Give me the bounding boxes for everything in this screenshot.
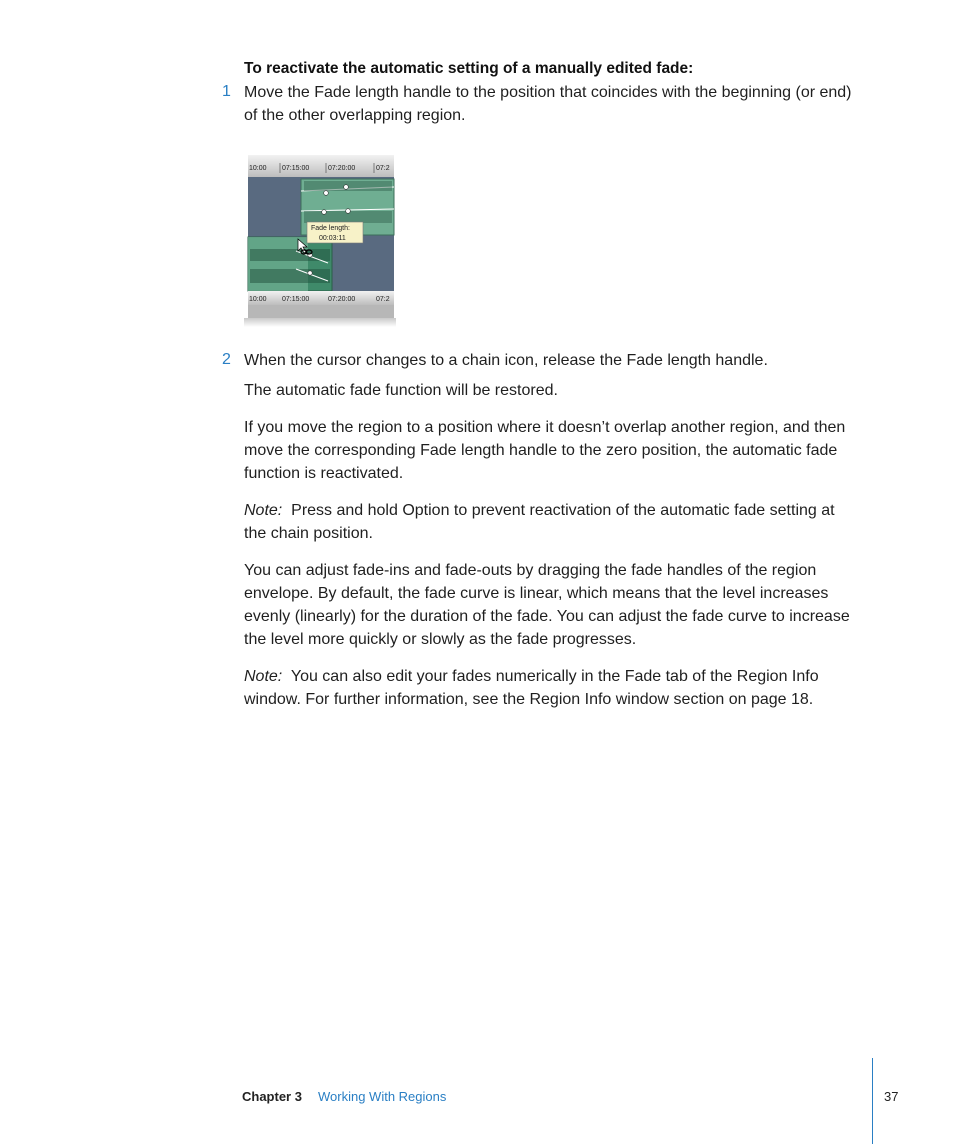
step-number-1: 1	[222, 83, 231, 100]
fade-length-figure	[244, 151, 396, 327]
paragraph-fade-curve: You can adjust fade-ins and fade-outs by dragging the fade handles of the region envelope. By default, the fade curve is linear, which means that the level increases evenly (linearly) for the duration of the fade. You can adjust the fade curve to increase the level more quickly or slowly as the fade progresses.	[244, 562, 850, 648]
top-ruler	[248, 155, 394, 177]
paragraph-restored: The automatic fade function will be restored.	[244, 382, 558, 399]
step-text-1: Move the Fade length handle to the position that coincides with the beginning (or end) of the other overlapping region.	[244, 84, 852, 124]
step-text-2: When the cursor changes to a chain icon, release the Fade length handle.	[244, 352, 768, 369]
footer-divider	[872, 1058, 873, 1144]
bottom-ruler-label-0: 10:00	[249, 296, 267, 303]
bottom-ruler	[248, 291, 394, 305]
note-label: Note:	[244, 668, 283, 685]
top-ruler-label-3: 07:2	[376, 165, 390, 172]
note-region-info	[244, 665, 844, 711]
note-text: You can also edit your fades numerically in the Fade tab of the Region Info window. For further information, see the Region Info window section on page 18.	[244, 668, 819, 708]
bottom-ruler-label-1: 07:15:00	[282, 296, 310, 303]
bottom-ruler-label-2: 07:20:00	[328, 296, 356, 303]
note-label: Note:	[244, 502, 283, 519]
top-ruler-label-0: 10:00	[249, 165, 267, 172]
bottom-ruler-label-3: 07:2	[376, 296, 390, 303]
fade-length-tooltip-label: Fade length:	[311, 225, 350, 232]
top-ruler-label-2: 07:20:00	[328, 165, 356, 172]
footer-chapter-title: Working With Regions	[318, 1089, 447, 1104]
procedure-heading: To reactivate the automatic setting of a manually edited fade:	[244, 60, 694, 77]
step-number-2: 2	[222, 351, 231, 368]
footer-chapter: Chapter 3	[242, 1089, 302, 1104]
top-ruler-label-1: 07:15:00	[282, 165, 310, 172]
fade-length-tooltip-value: 00:03:11	[319, 235, 346, 242]
page-number: 37	[884, 1089, 899, 1104]
note-option-key	[244, 499, 856, 545]
paragraph-zero-position: If you move the region to a position where it doesn’t overlap another region, and then move the corresponding Fade length handle to the zero position, the automatic fade function is reactivated.	[244, 419, 846, 482]
note-text: Press and hold Option to prevent reactivation of the automatic fade setting at the chain position.	[244, 502, 835, 542]
